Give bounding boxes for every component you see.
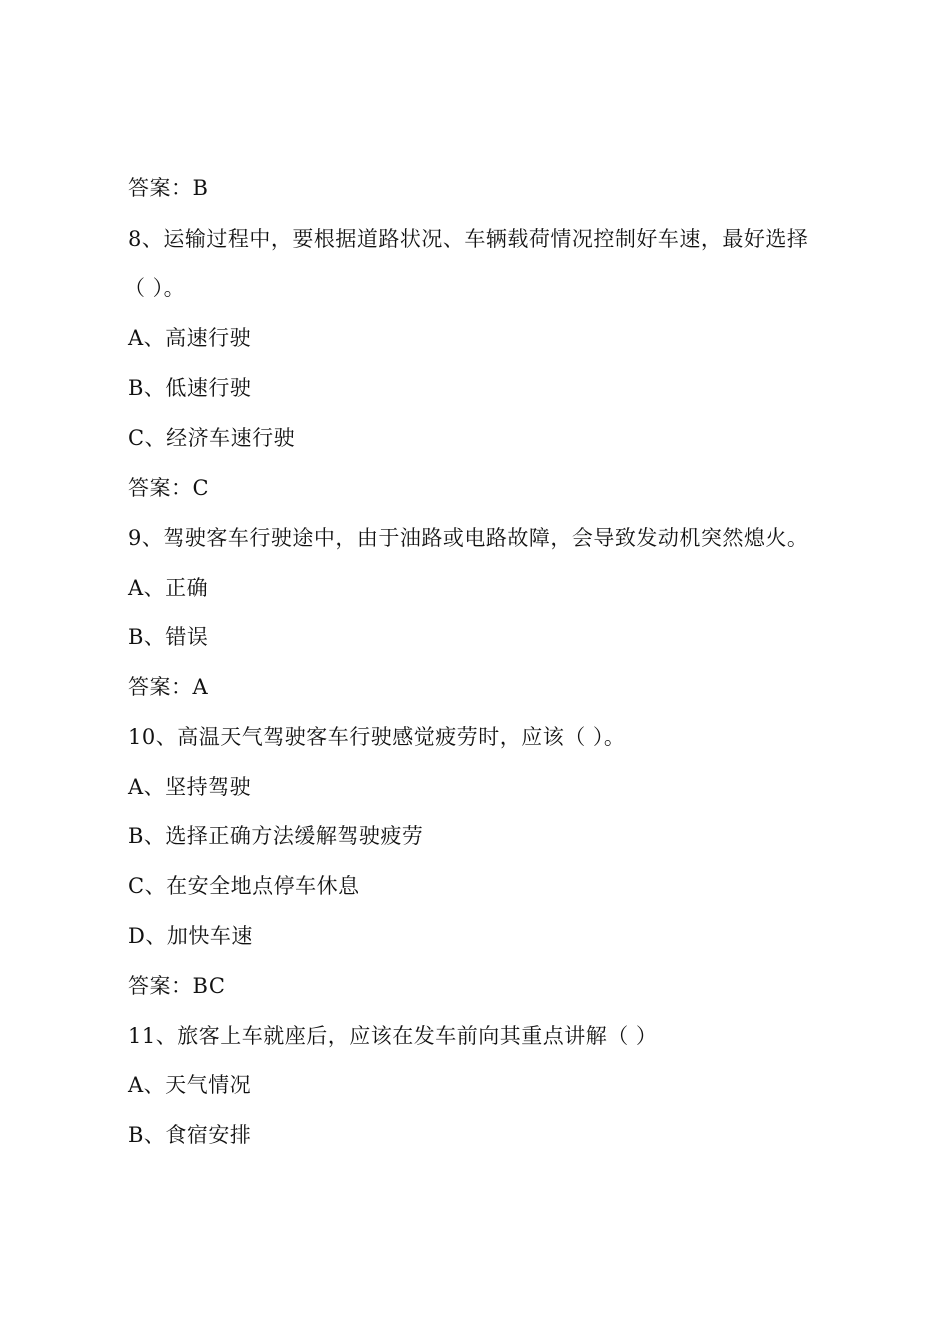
question-11: 11、旅客上车就座后，应该在发车前向其重点讲解（ ）: [128, 1024, 658, 1048]
option-10b: B、选择正确方法缓解驾驶疲劳: [128, 824, 424, 848]
option-10a: A、坚持驾驶: [128, 775, 252, 799]
option-10c: C、在安全地点停车休息: [128, 874, 360, 898]
option-8c: C、经济车速行驶: [128, 426, 296, 450]
question-8-continued: （ ）。: [124, 276, 186, 300]
answer-q7: 答案：B: [128, 176, 209, 200]
answer-q10: 答案：BC: [128, 974, 226, 998]
question-9: 9、驾驶客车行驶途中，由于油路或电路故障，会导致发动机突然熄火。: [128, 526, 809, 550]
answer-q9: 答案：A: [128, 675, 209, 699]
option-8a: A、高速行驶: [128, 326, 252, 350]
option-8b: B、低速行驶: [128, 376, 252, 400]
option-9b: B、错误: [128, 625, 209, 649]
question-8: 8、运输过程中，要根据道路状况、车辆载荷情况控制好车速，最好选择: [128, 227, 809, 251]
question-10: 10、高温天气驾驶客车行驶感觉疲劳时，应该（ ）。: [128, 725, 626, 749]
option-9a: A、正确: [128, 576, 209, 600]
option-11a: A、天气情况: [128, 1073, 252, 1097]
option-10d: D、加快车速: [128, 924, 253, 948]
option-11b: B、食宿安排: [128, 1123, 252, 1147]
answer-q8: 答案：C: [128, 476, 210, 500]
